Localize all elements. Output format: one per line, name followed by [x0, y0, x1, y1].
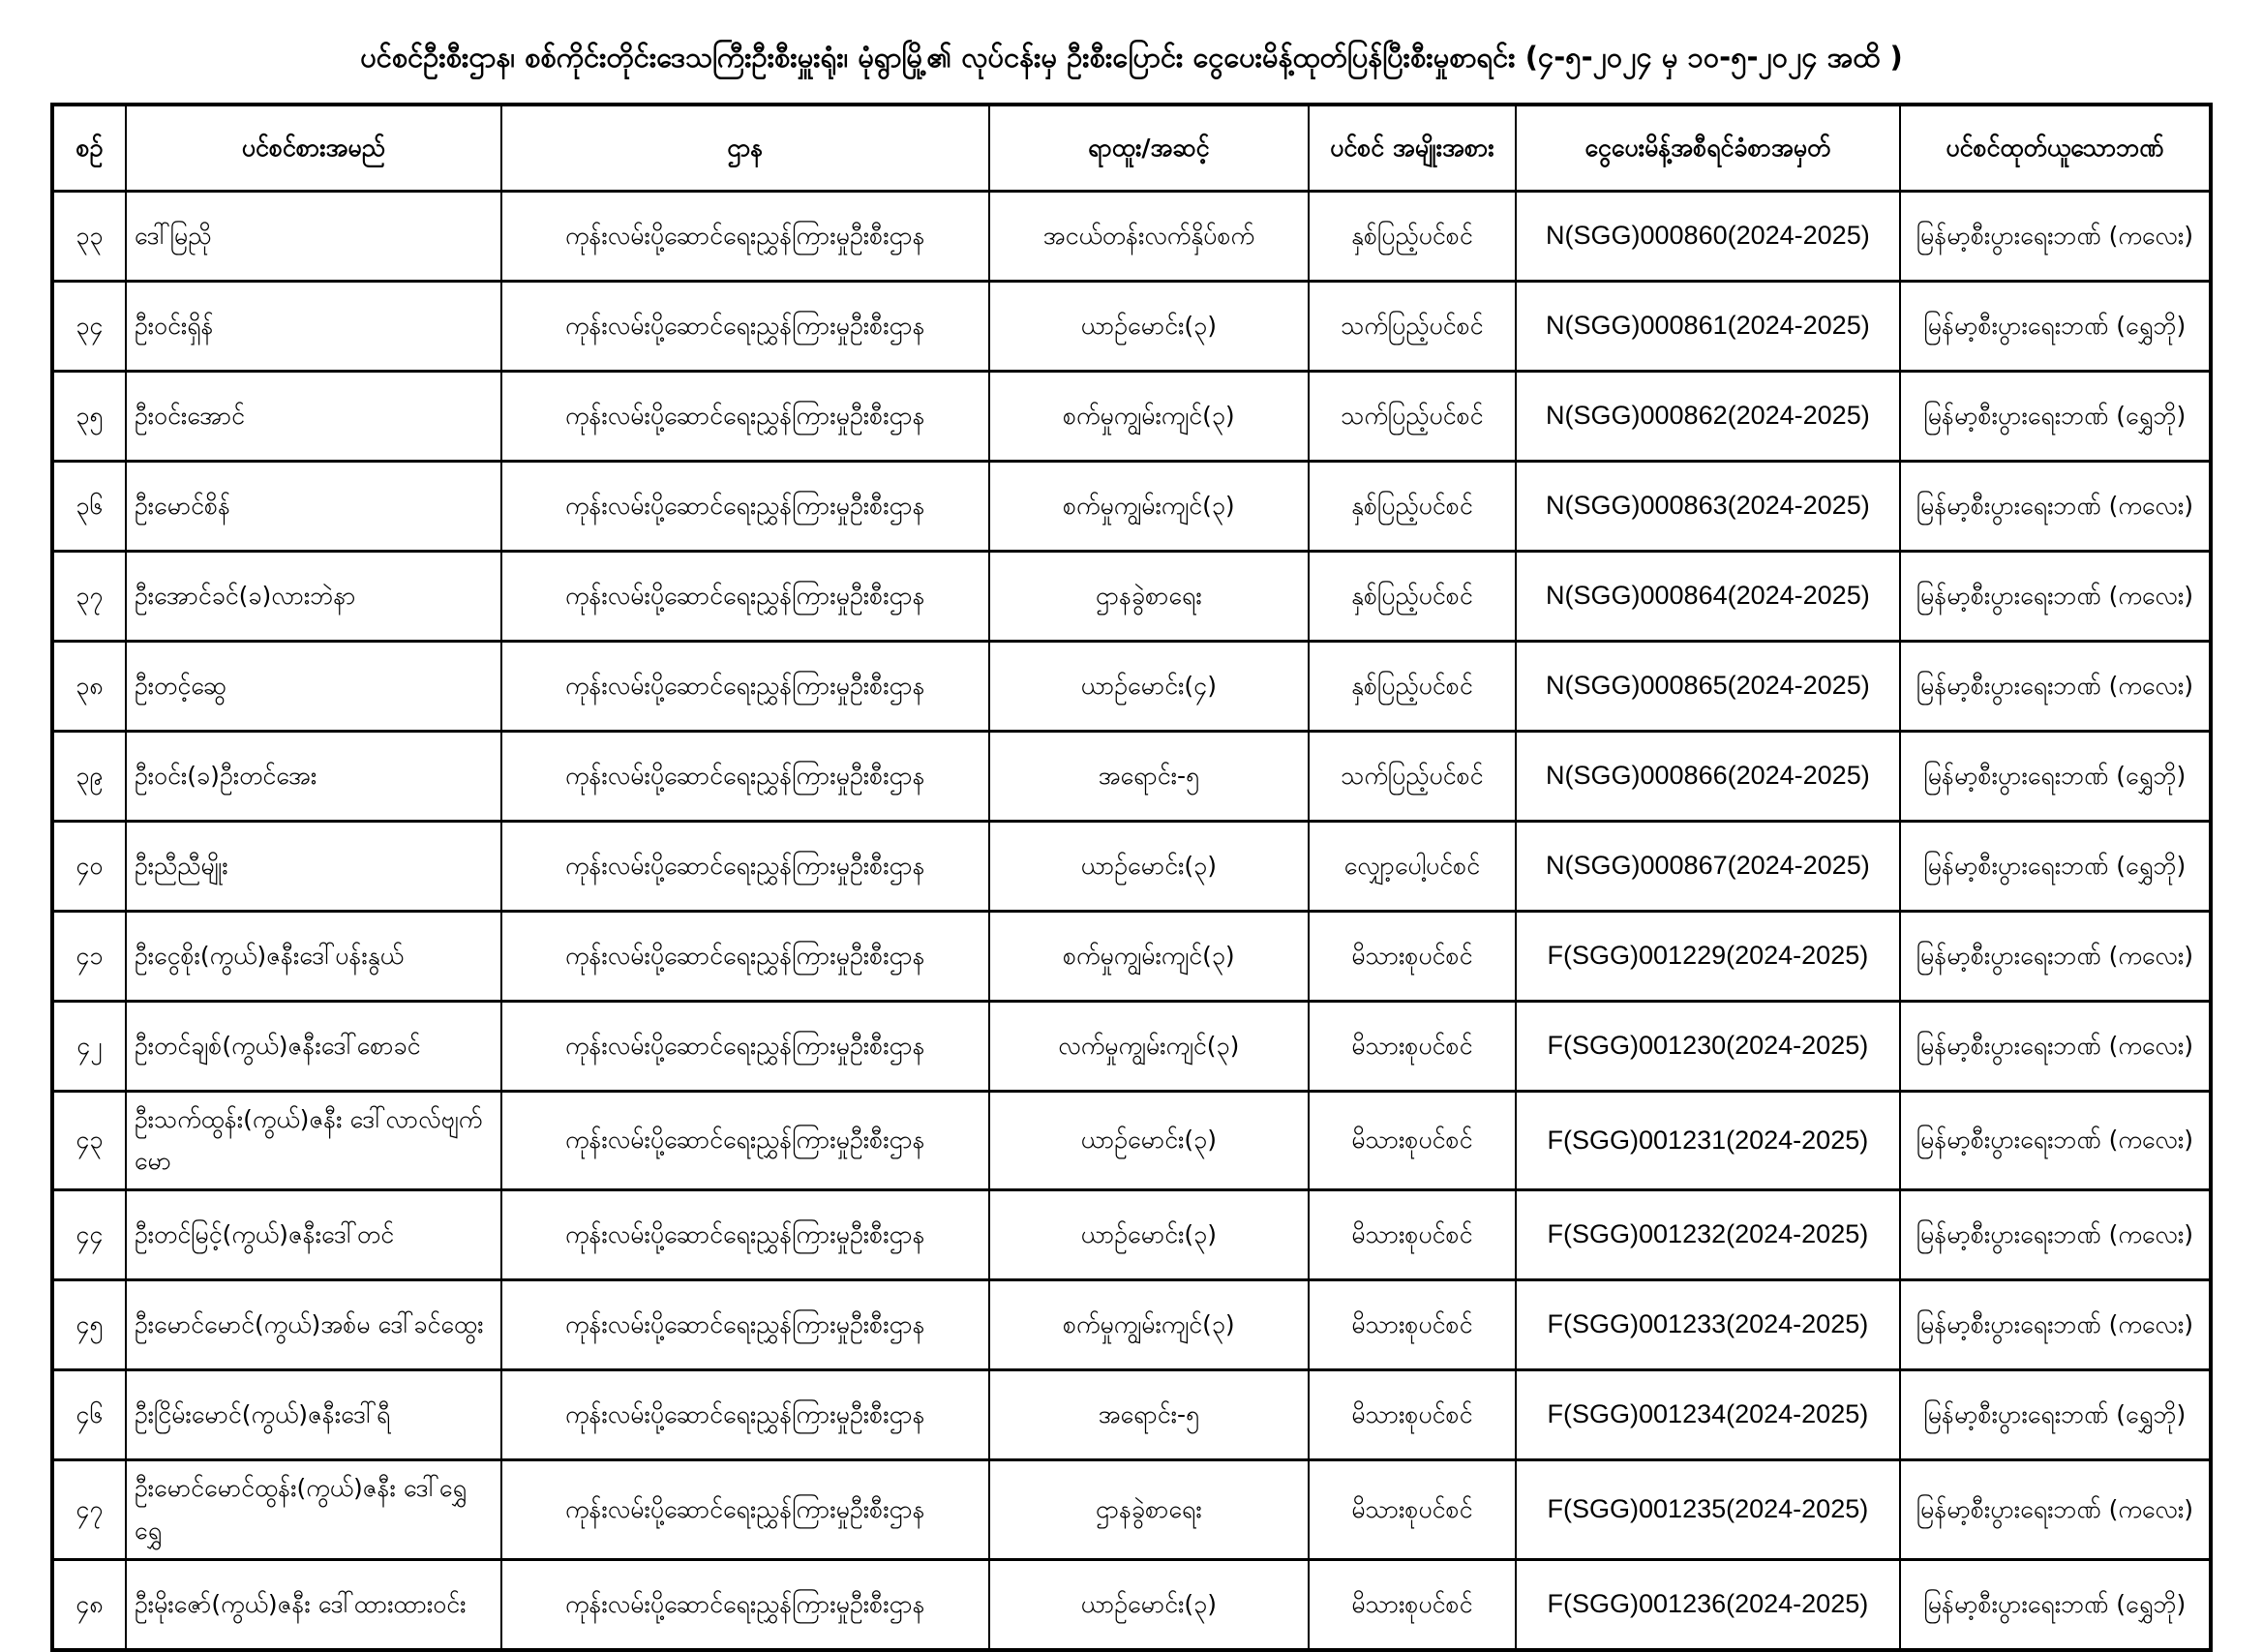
cell-bank: မြန်မာ့စီးပွားရေးဘဏ် (ကလေး) [1900, 461, 2211, 551]
table-row [52, 1370, 2211, 1460]
table-row [52, 551, 2211, 641]
cell-pensioner-name: ဦးသက်ထွန်း(ကွယ်)ဇနီး ဒေါ်လာလ်ဗျက်မော [126, 1091, 501, 1190]
cell-serial: ၃၃ [52, 191, 126, 281]
cell-position: စက်မှုကျွမ်းကျင်(၃) [989, 461, 1309, 551]
cell-payment-order-number: F(SGG)001236(2024-2025) [1516, 1559, 1900, 1650]
cell-department: ကုန်းလမ်းပို့ဆောင်ရေးညွှန်ကြားမှုဦးစီးဌာန [501, 1370, 989, 1460]
cell-serial: ၃၅ [52, 371, 126, 461]
cell-pensioner-name: ဦးတင်ချစ်(ကွယ်)ဇနီးဒေါ်စောခင် [126, 1001, 501, 1091]
cell-bank: မြန်မာ့စီးပွားရေးဘဏ် (ကလေး) [1900, 911, 2211, 1001]
cell-pensioner-name: ဦးဝင်းအောင် [126, 371, 501, 461]
cell-pension-type: မိသားစုပင်စင် [1309, 1190, 1516, 1280]
cell-department: ကုန်းလမ်းပို့ဆောင်ရေးညွှန်ကြားမှုဦးစီးဌာန [501, 641, 989, 731]
cell-department: ကုန်းလမ်းပို့ဆောင်ရေးညွှန်ကြားမှုဦးစီးဌာန [501, 551, 989, 641]
cell-bank: မြန်မာ့စီးပွားရေးဘဏ် (ကလေး) [1900, 191, 2211, 281]
cell-pension-type: သက်ပြည့်ပင်စင် [1309, 731, 1516, 821]
table-row [52, 1190, 2211, 1280]
cell-position: ဌာနခွဲစာရေး [989, 551, 1309, 641]
table-row [52, 731, 2211, 821]
cell-bank: မြန်မာ့စီးပွားရေးဘဏ် (ကလေး) [1900, 1280, 2211, 1370]
column-header-pension-type: ပင်စင် အမျိုးအစား [1309, 105, 1516, 192]
cell-bank: မြန်မာ့စီးပွားရေးဘဏ် (ကလေး) [1900, 641, 2211, 731]
table-row [52, 641, 2211, 731]
table-row [52, 1091, 2211, 1190]
cell-payment-order-number: F(SGG)001232(2024-2025) [1516, 1190, 1900, 1280]
cell-department: ကုန်းလမ်းပို့ဆောင်ရေးညွှန်ကြားမှုဦးစီးဌာန [501, 461, 989, 551]
cell-pension-type: နှစ်ပြည့်ပင်စင် [1309, 191, 1516, 281]
cell-pensioner-name: ဦးမောင်စိန် [126, 461, 501, 551]
cell-serial: ၃၆ [52, 461, 126, 551]
cell-payment-order-number: F(SGG)001234(2024-2025) [1516, 1370, 1900, 1460]
table-row [52, 191, 2211, 281]
cell-payment-order-number: F(SGG)001230(2024-2025) [1516, 1001, 1900, 1091]
cell-department: ကုန်းလမ်းပို့ဆောင်ရေးညွှန်ကြားမှုဦးစီးဌာန [501, 1091, 989, 1190]
cell-department: ကုန်းလမ်းပို့ဆောင်ရေးညွှန်ကြားမှုဦးစီးဌာန [501, 1280, 989, 1370]
cell-position: အရောင်း-၅ [989, 1370, 1309, 1460]
pension-table-body [52, 191, 2211, 1650]
table-row [52, 281, 2211, 371]
cell-serial: ၄၁ [52, 911, 126, 1001]
cell-pensioner-name: ဦးငွေစိုး(ကွယ်)ဇနီးဒေါ်ပန်းနွယ် [126, 911, 501, 1001]
cell-position: ယာဉ်မောင်း(၃) [989, 821, 1309, 911]
cell-pension-type: မိသားစုပင်စင် [1309, 1370, 1516, 1460]
cell-pension-type: လျှော့ပေါ့ပင်စင် [1309, 821, 1516, 911]
cell-bank: မြန်မာ့စီးပွားရေးဘဏ် (ရွှေဘို) [1900, 281, 2211, 371]
cell-payment-order-number: F(SGG)001233(2024-2025) [1516, 1280, 1900, 1370]
cell-bank: မြန်မာ့စီးပွားရေးဘဏ် (ရွှေဘို) [1900, 821, 2211, 911]
cell-serial: ၃၈ [52, 641, 126, 731]
cell-bank: မြန်မာ့စီးပွားရေးဘဏ် (ရွှေဘို) [1900, 1559, 2211, 1650]
table-row [52, 1559, 2211, 1650]
cell-bank: မြန်မာ့စီးပွားရေးဘဏ် (ကလေး) [1900, 1460, 2211, 1560]
cell-position: လက်မှုကျွမ်းကျင်(၃) [989, 1001, 1309, 1091]
cell-bank: မြန်မာ့စီးပွားရေးဘဏ် (ကလေး) [1900, 1190, 2211, 1280]
cell-pension-type: မိသားစုပင်စင် [1309, 1091, 1516, 1190]
cell-bank: မြန်မာ့စီးပွားရေးဘဏ် (ကလေး) [1900, 551, 2211, 641]
cell-position: အငယ်တန်းလက်နှိပ်စက် [989, 191, 1309, 281]
cell-department: ကုန်းလမ်းပို့ဆောင်ရေးညွှန်ကြားမှုဦးစီးဌာန [501, 191, 989, 281]
cell-pension-type: မိသားစုပင်စင် [1309, 1559, 1516, 1650]
table-row [52, 1001, 2211, 1091]
pension-table [50, 103, 2213, 1652]
cell-payment-order-number: N(SGG)000864(2024-2025) [1516, 551, 1900, 641]
cell-pensioner-name: ဦးမိုးဇော်(ကွယ်)ဇနီး ဒေါ်ထားထားဝင်း [126, 1559, 501, 1650]
column-header-serial: စဉ် [52, 105, 126, 192]
cell-pensioner-name: ဦးမောင်မောင်(ကွယ်)အစ်မ ဒေါ်ခင်ထွေး [126, 1280, 501, 1370]
cell-serial: ၃၉ [52, 731, 126, 821]
table-row [52, 911, 2211, 1001]
cell-pensioner-name: ဦးဝင်းရှိန် [126, 281, 501, 371]
cell-serial: ၄၇ [52, 1460, 126, 1560]
cell-payment-order-number: N(SGG)000861(2024-2025) [1516, 281, 1900, 371]
table-header-row [52, 105, 2211, 192]
cell-serial: ၄၆ [52, 1370, 126, 1460]
cell-department: ကုန်းလမ်းပို့ဆောင်ရေးညွှန်ကြားမှုဦးစီးဌာန [501, 911, 989, 1001]
cell-payment-order-number: N(SGG)000867(2024-2025) [1516, 821, 1900, 911]
cell-position: ဌာနခွဲစာရေး [989, 1460, 1309, 1560]
cell-serial: ၃၄ [52, 281, 126, 371]
cell-position: စက်မှုကျွမ်းကျင်(၃) [989, 1280, 1309, 1370]
cell-position: အရောင်း-၅ [989, 731, 1309, 821]
column-header-position: ရာထူး/အဆင့် [989, 105, 1309, 192]
cell-position: ယာဉ်မောင်း(၃) [989, 1091, 1309, 1190]
cell-department: ကုန်းလမ်းပို့ဆောင်ရေးညွှန်ကြားမှုဦးစီးဌာန [501, 821, 989, 911]
cell-serial: ၃၇ [52, 551, 126, 641]
cell-bank: မြန်မာ့စီးပွားရေးဘဏ် (ရွှေဘို) [1900, 1370, 2211, 1460]
cell-bank: မြန်မာ့စီးပွားရေးဘဏ် (ရွှေဘို) [1900, 371, 2211, 461]
cell-serial: ၄၂ [52, 1001, 126, 1091]
cell-payment-order-number: N(SGG)000860(2024-2025) [1516, 191, 1900, 281]
table-row [52, 1460, 2211, 1560]
cell-pension-type: မိသားစုပင်စင် [1309, 1280, 1516, 1370]
cell-pension-type: နှစ်ပြည့်ပင်စင် [1309, 551, 1516, 641]
cell-department: ကုန်းလမ်းပို့ဆောင်ရေးညွှန်ကြားမှုဦးစီးဌာန [501, 1559, 989, 1650]
cell-position: ယာဉ်မောင်း(၃) [989, 1190, 1309, 1280]
column-header-pensioner-name: ပင်စင်စားအမည် [126, 105, 501, 192]
cell-department: ကုန်းလမ်းပို့ဆောင်ရေးညွှန်ကြားမှုဦးစီးဌာန [501, 1001, 989, 1091]
cell-department: ကုန်းလမ်းပို့ဆောင်ရေးညွှန်ကြားမှုဦးစီးဌာန [501, 281, 989, 371]
cell-pensioner-name: ဦးတင့်ဆွေ [126, 641, 501, 731]
cell-bank: မြန်မာ့စီးပွားရေးဘဏ် (ကလေး) [1900, 1091, 2211, 1190]
cell-department: ကုန်းလမ်းပို့ဆောင်ရေးညွှန်ကြားမှုဦးစီးဌာန [501, 731, 989, 821]
cell-payment-order-number: F(SGG)001235(2024-2025) [1516, 1460, 1900, 1560]
table-row [52, 1280, 2211, 1370]
cell-bank: မြန်မာ့စီးပွားရေးဘဏ် (ရွှေဘို) [1900, 731, 2211, 821]
cell-position: စက်မှုကျွမ်းကျင်(၃) [989, 371, 1309, 461]
cell-payment-order-number: N(SGG)000862(2024-2025) [1516, 371, 1900, 461]
cell-pension-type: နှစ်ပြည့်ပင်စင် [1309, 641, 1516, 731]
cell-pensioner-name: ဦးအောင်ခင်(ခ)လားဘဲနာ [126, 551, 501, 641]
column-header-payment-order-number: ငွေပေးမိန့်အစီရင်ခံစာအမှတ် [1516, 105, 1900, 192]
cell-serial: ၄၅ [52, 1280, 126, 1370]
cell-pensioner-name: ဒေါ်မြညို [126, 191, 501, 281]
cell-position: ယာဉ်မောင်း(၃) [989, 281, 1309, 371]
cell-serial: ၄၄ [52, 1190, 126, 1280]
page-title: ပင်စင်ဦးစီးဌာန၊ စစ်ကိုင်းတိုင်းဒေသကြီးဦးစီးမှူးရုံး၊ မုံရွာမြို့၏ လုပ်ငန်းမှ ဦးစီးပြောင်း ငွေပေးမိန့်ထုတ်ပြန်ပြီးစီးမှုစာရင်း (၄-၅-၂၀၂၄ မှ ၁၀-၅-၂၀၂၄ အထိ ) [360, 41, 1903, 74]
cell-pension-type: နှစ်ပြည့်ပင်စင် [1309, 461, 1516, 551]
cell-pension-type: သက်ပြည့်ပင်စင် [1309, 281, 1516, 371]
cell-pensioner-name: ဦးညီညီမျိုး [126, 821, 501, 911]
cell-payment-order-number: N(SGG)000863(2024-2025) [1516, 461, 1900, 551]
cell-payment-order-number: N(SGG)000866(2024-2025) [1516, 731, 1900, 821]
table-row [52, 821, 2211, 911]
cell-position: ယာဉ်မောင်း(၄) [989, 641, 1309, 731]
cell-pensioner-name: ဦးဝင်း(ခ)ဦးတင်အေး [126, 731, 501, 821]
cell-position: ယာဉ်မောင်း(၃) [989, 1559, 1309, 1650]
cell-payment-order-number: F(SGG)001229(2024-2025) [1516, 911, 1900, 1001]
column-header-bank: ပင်စင်ထုတ်ယူသောဘဏ် [1900, 105, 2211, 192]
cell-serial: ၄၈ [52, 1559, 126, 1650]
cell-pensioner-name: ဦးငြိမ်းမောင်(ကွယ်)ဇနီးဒေါ်ရီ [126, 1370, 501, 1460]
cell-serial: ၄၃ [52, 1091, 126, 1190]
cell-bank: မြန်မာ့စီးပွားရေးဘဏ် (ကလေး) [1900, 1001, 2211, 1091]
cell-serial: ၄၀ [52, 821, 126, 911]
cell-payment-order-number: N(SGG)000865(2024-2025) [1516, 641, 1900, 731]
cell-pension-type: သက်ပြည့်ပင်စင် [1309, 371, 1516, 461]
table-row [52, 461, 2211, 551]
cell-pensioner-name: ဦးမောင်မောင်ထွန်း(ကွယ်)ဇနီး ဒေါ်ရွှေရွှေ [126, 1460, 501, 1560]
column-header-department: ဌာန [501, 105, 989, 192]
cell-pension-type: မိသားစုပင်စင် [1309, 1460, 1516, 1560]
cell-position: စက်မှုကျွမ်းကျင်(၃) [989, 911, 1309, 1001]
cell-department: ကုန်းလမ်းပို့ဆောင်ရေးညွှန်ကြားမှုဦးစီးဌာန [501, 1460, 989, 1560]
cell-payment-order-number: F(SGG)001231(2024-2025) [1516, 1091, 1900, 1190]
cell-pension-type: မိသားစုပင်စင် [1309, 1001, 1516, 1091]
table-row [52, 371, 2211, 461]
cell-pension-type: မိသားစုပင်စင် [1309, 911, 1516, 1001]
cell-department: ကုန်းလမ်းပို့ဆောင်ရေးညွှန်ကြားမှုဦးစီးဌာန [501, 1190, 989, 1280]
cell-department: ကုန်းလမ်းပို့ဆောင်ရေးညွှန်ကြားမှုဦးစီးဌာန [501, 371, 989, 461]
cell-pensioner-name: ဦးတင်မြင့်(ကွယ်)ဇနီးဒေါ်တင် [126, 1190, 501, 1280]
